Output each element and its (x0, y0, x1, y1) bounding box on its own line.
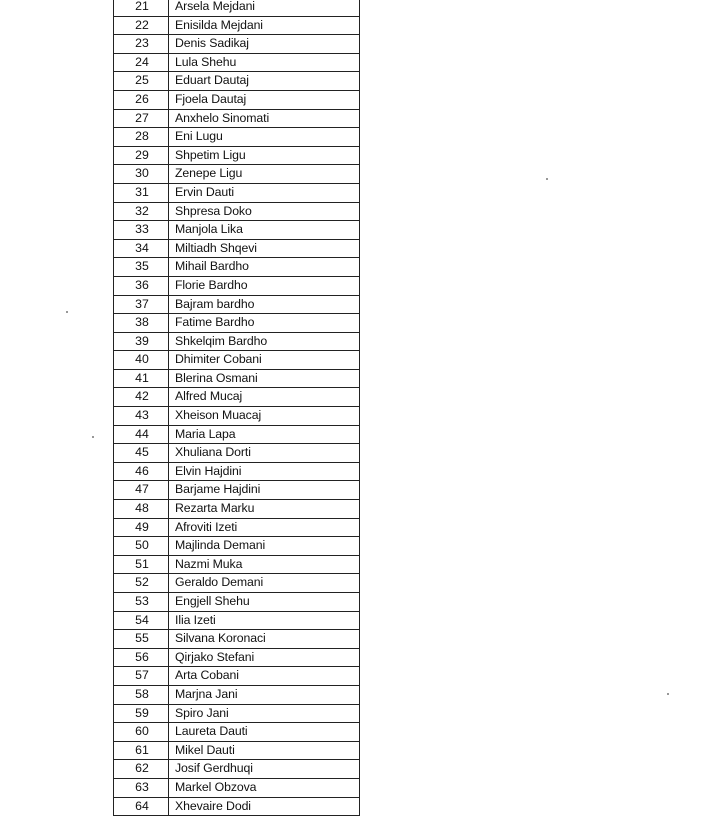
table-row (114, 798, 359, 817)
person-name: Silvana Koronaci (175, 631, 266, 646)
table-row (114, 556, 359, 575)
table-row (114, 0, 359, 17)
table-row (114, 649, 359, 668)
table-row (114, 17, 359, 36)
table-row (114, 686, 359, 705)
row-number: 64 (114, 798, 169, 816)
person-name: Mikel Dauti (175, 742, 235, 757)
table-row (114, 742, 359, 761)
row-number: 61 (114, 742, 169, 760)
table-row (114, 221, 359, 240)
row-number: 30 (114, 165, 169, 183)
person-name: Xheison Muacaj (175, 408, 262, 423)
person-name: Mihail Bardho (175, 259, 249, 274)
person-name: Eduart Dautaj (175, 73, 249, 88)
row-number: 50 (114, 537, 169, 555)
table-row (114, 351, 359, 370)
person-name: Eni Lugu (175, 129, 223, 144)
person-name: Fjoela Dautaj (175, 91, 247, 106)
row-number: 62 (114, 760, 169, 778)
person-name: Laureta Dauti (175, 724, 248, 739)
table-row (114, 723, 359, 742)
person-name: Xhevaire Dodi (175, 798, 251, 813)
table-row (114, 147, 359, 166)
table-row (114, 612, 359, 631)
row-number: 53 (114, 593, 169, 611)
table-row (114, 426, 359, 445)
row-number: 23 (114, 35, 169, 53)
table-row (114, 593, 359, 612)
row-number: 54 (114, 612, 169, 630)
person-name: Qirjako Stefani (175, 649, 255, 664)
table-row (114, 165, 359, 184)
row-number: 27 (114, 110, 169, 128)
table-row (114, 537, 359, 556)
row-number: 37 (114, 296, 169, 314)
person-name: Shkelqim Bardho (175, 333, 268, 348)
row-number: 56 (114, 649, 169, 667)
table-row (114, 72, 359, 91)
table-row (114, 481, 359, 500)
scan-speck (546, 178, 548, 180)
row-number: 31 (114, 184, 169, 202)
row-number: 34 (114, 240, 169, 258)
row-number: 58 (114, 686, 169, 704)
row-number: 52 (114, 574, 169, 592)
row-number: 42 (114, 388, 169, 406)
scan-speck (66, 311, 68, 313)
person-name: Josif Gerdhuqi (175, 761, 253, 776)
person-name: Arsela Mejdani (175, 0, 255, 13)
person-name: Bajram bardho (175, 296, 255, 311)
person-name: Majlinda Demani (175, 538, 266, 553)
person-name: Shpetim Ligu (175, 147, 246, 162)
person-name: Arta Cobani (175, 668, 239, 683)
row-number: 22 (114, 17, 169, 35)
row-number: 51 (114, 556, 169, 574)
person-name: Ervin Dauti (175, 184, 235, 199)
row-number: 48 (114, 500, 169, 518)
table-row (114, 35, 359, 54)
table-row (114, 370, 359, 389)
row-number: 60 (114, 723, 169, 741)
row-number: 32 (114, 203, 169, 221)
row-number: 33 (114, 221, 169, 239)
table-row (114, 705, 359, 724)
person-name: Zenepe Ligu (175, 166, 243, 181)
person-name: Markel Obzova (175, 779, 257, 794)
row-number: 28 (114, 128, 169, 146)
table-row (114, 314, 359, 333)
row-number: 39 (114, 333, 169, 351)
row-number: 45 (114, 444, 169, 462)
person-name: Spiro Jani (175, 705, 229, 720)
person-name: Anxhelo Sinomati (175, 110, 270, 125)
row-number: 26 (114, 91, 169, 109)
person-name: Lula Shehu (175, 54, 237, 69)
person-name: Barjame Hajdini (175, 482, 261, 497)
table-row (114, 500, 359, 519)
row-number: 40 (114, 351, 169, 369)
table-row (114, 277, 359, 296)
row-number: 47 (114, 481, 169, 499)
row-number: 57 (114, 667, 169, 685)
table-row (114, 519, 359, 538)
person-name: Shpresa Doko (175, 203, 252, 218)
row-number: 29 (114, 147, 169, 165)
row-number: 21 (114, 0, 169, 16)
table-row (114, 110, 359, 129)
person-name: Elvin Hajdini (175, 463, 242, 478)
row-number: 36 (114, 277, 169, 295)
person-name: Geraldo Demani (175, 575, 264, 590)
table-row (114, 296, 359, 315)
table-row (114, 630, 359, 649)
table-row (114, 54, 359, 73)
row-number: 24 (114, 54, 169, 72)
table-row (114, 779, 359, 798)
row-number: 44 (114, 426, 169, 444)
person-name: Enisilda Mejdani (175, 17, 263, 32)
person-name: Engjell Shehu (175, 594, 250, 608)
scan-speck (92, 436, 94, 438)
table-row (114, 333, 359, 352)
table-row (114, 407, 359, 426)
names-table (113, 0, 360, 816)
person-name: Fatime Bardho (175, 315, 255, 330)
row-number: 35 (114, 258, 169, 276)
table-row (114, 444, 359, 463)
row-number: 25 (114, 72, 169, 90)
row-number: 43 (114, 407, 169, 425)
table-row (114, 203, 359, 222)
table-row (114, 91, 359, 110)
row-number: 38 (114, 314, 169, 332)
person-name: Manjola Lika (175, 222, 243, 237)
table-row (114, 388, 359, 407)
row-number: 49 (114, 519, 169, 537)
person-name: Denis Sadikaj (175, 36, 249, 51)
table-row (114, 258, 359, 277)
table-row (114, 667, 359, 686)
person-name: Ilia Izeti (175, 612, 216, 627)
person-name: Florie Bardho (175, 277, 248, 292)
person-name: Marjna Jani (175, 686, 238, 701)
person-name: Miltiadh Shqevi (175, 240, 257, 255)
table-row (114, 184, 359, 203)
table-row (114, 760, 359, 779)
person-name: Blerina Osmani (175, 370, 258, 385)
row-number: 46 (114, 463, 169, 481)
table-row (114, 574, 359, 593)
row-number: 63 (114, 779, 169, 797)
person-name: Alfred Mucaj (175, 389, 243, 404)
row-number: 41 (114, 370, 169, 388)
row-number: 59 (114, 705, 169, 723)
table-row (114, 128, 359, 147)
person-name: Dhimiter Cobani (175, 352, 262, 367)
row-number: 55 (114, 630, 169, 648)
person-name: Nazmi Muka (175, 556, 243, 571)
person-name: Maria Lapa (175, 426, 236, 441)
person-name: Xhuliana Dorti (175, 445, 251, 460)
scan-speck (667, 693, 669, 695)
person-name: Rezarta Marku (175, 501, 255, 516)
table-row (114, 240, 359, 259)
table-row (114, 463, 359, 482)
person-name: Afroviti Izeti (175, 519, 238, 534)
